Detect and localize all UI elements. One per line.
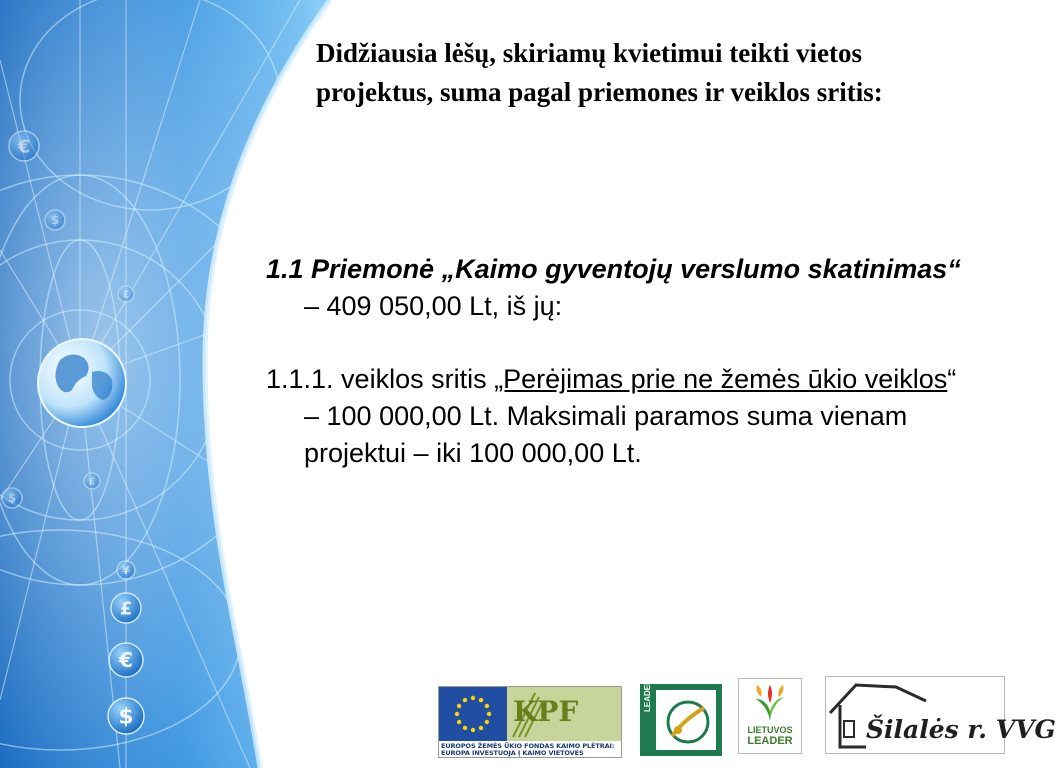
currency-coin-icon	[2, 488, 22, 508]
currency-coin-icon	[84, 473, 100, 489]
currency-coin-icon	[109, 643, 143, 677]
lietuvos-line1: LIETUVOS	[747, 725, 793, 735]
vvg-name: Šilalės r. VVG	[866, 715, 1056, 744]
measure-label: 1.1 Priemonė „Kaimo gyventojų verslumo skatinimas“	[266, 254, 961, 284]
title-text: Didžiausia lėšų, skiriamų kvietimui teikti vietos projektus, suma pagal priemones ir veiklos sritis	[316, 38, 874, 107]
lietuvos-line2: LEADER	[747, 735, 793, 747]
currency-symbol: €	[118, 648, 134, 673]
currency-symbol: £	[119, 598, 133, 620]
title-colon: :	[873, 77, 883, 107]
leader-emblem-icon	[640, 684, 722, 756]
silales-vvg-logo	[825, 676, 1056, 754]
sprout-icon	[739, 681, 801, 725]
currency-symbol: £	[88, 476, 96, 488]
lietuvos-leader-logo	[738, 678, 802, 754]
measure-paragraph	[266, 251, 966, 325]
currency-symbol: ¥	[122, 563, 130, 577]
slide-title	[316, 34, 956, 112]
activity-paragraph	[266, 361, 966, 472]
eu-star-icon	[463, 726, 467, 730]
measure-amount: – 409 050,00 Lt, iš jų:	[304, 291, 563, 321]
currency-symbol: $	[50, 213, 60, 228]
currency-coin-icon	[111, 593, 141, 623]
activity-prefix: 1.1.1. veiklos sritis	[266, 364, 495, 394]
globe-icon	[38, 339, 126, 427]
eu-star-icon	[479, 698, 483, 702]
currency-symbol: $	[7, 491, 17, 506]
eu-star-icon	[485, 704, 489, 708]
eu-star-icon	[457, 720, 461, 724]
currency-coin-icon	[118, 286, 134, 302]
currency-symbol: €	[17, 136, 31, 158]
currency-coin-icon	[45, 210, 65, 230]
eu-star-icon	[463, 698, 467, 702]
kpf-brand: KPF	[513, 695, 579, 728]
leader-logo	[640, 679, 722, 756]
eu-star-icon	[455, 712, 459, 716]
leader-vertical-text: LEADER	[643, 679, 652, 712]
currency-symbol: $	[118, 704, 134, 730]
currency-symbol: £	[122, 289, 130, 301]
currency-coin-icon	[9, 131, 39, 161]
eu-kpf-logo	[438, 686, 622, 758]
eu-star-icon	[457, 704, 461, 708]
eu-caption-line1: EUROPOS ŽEMĖS ŪKIO FONDAS KAIMO PLĖTRAI:	[441, 742, 615, 750]
eu-star-icon	[479, 726, 483, 730]
slide-body	[266, 251, 966, 472]
activity-amount: “ – 100 000,00 Lt. Maksimali paramos suma vienam projektui – iki 100 000,00 Lt.	[304, 364, 957, 468]
eu-star-icon	[471, 728, 475, 732]
activity-name-link: „Perėjimas prie ne žemės ūkio veiklos	[494, 364, 948, 394]
currency-coin-icon	[117, 561, 135, 579]
eu-caption-line2: EUROPA INVESTUOJA Į KAIMO VIETOVES	[441, 749, 584, 757]
eu-star-icon	[471, 696, 475, 700]
currency-coin-icon	[108, 698, 144, 734]
eu-star-icon	[485, 720, 489, 724]
eu-star-icon	[487, 712, 491, 716]
